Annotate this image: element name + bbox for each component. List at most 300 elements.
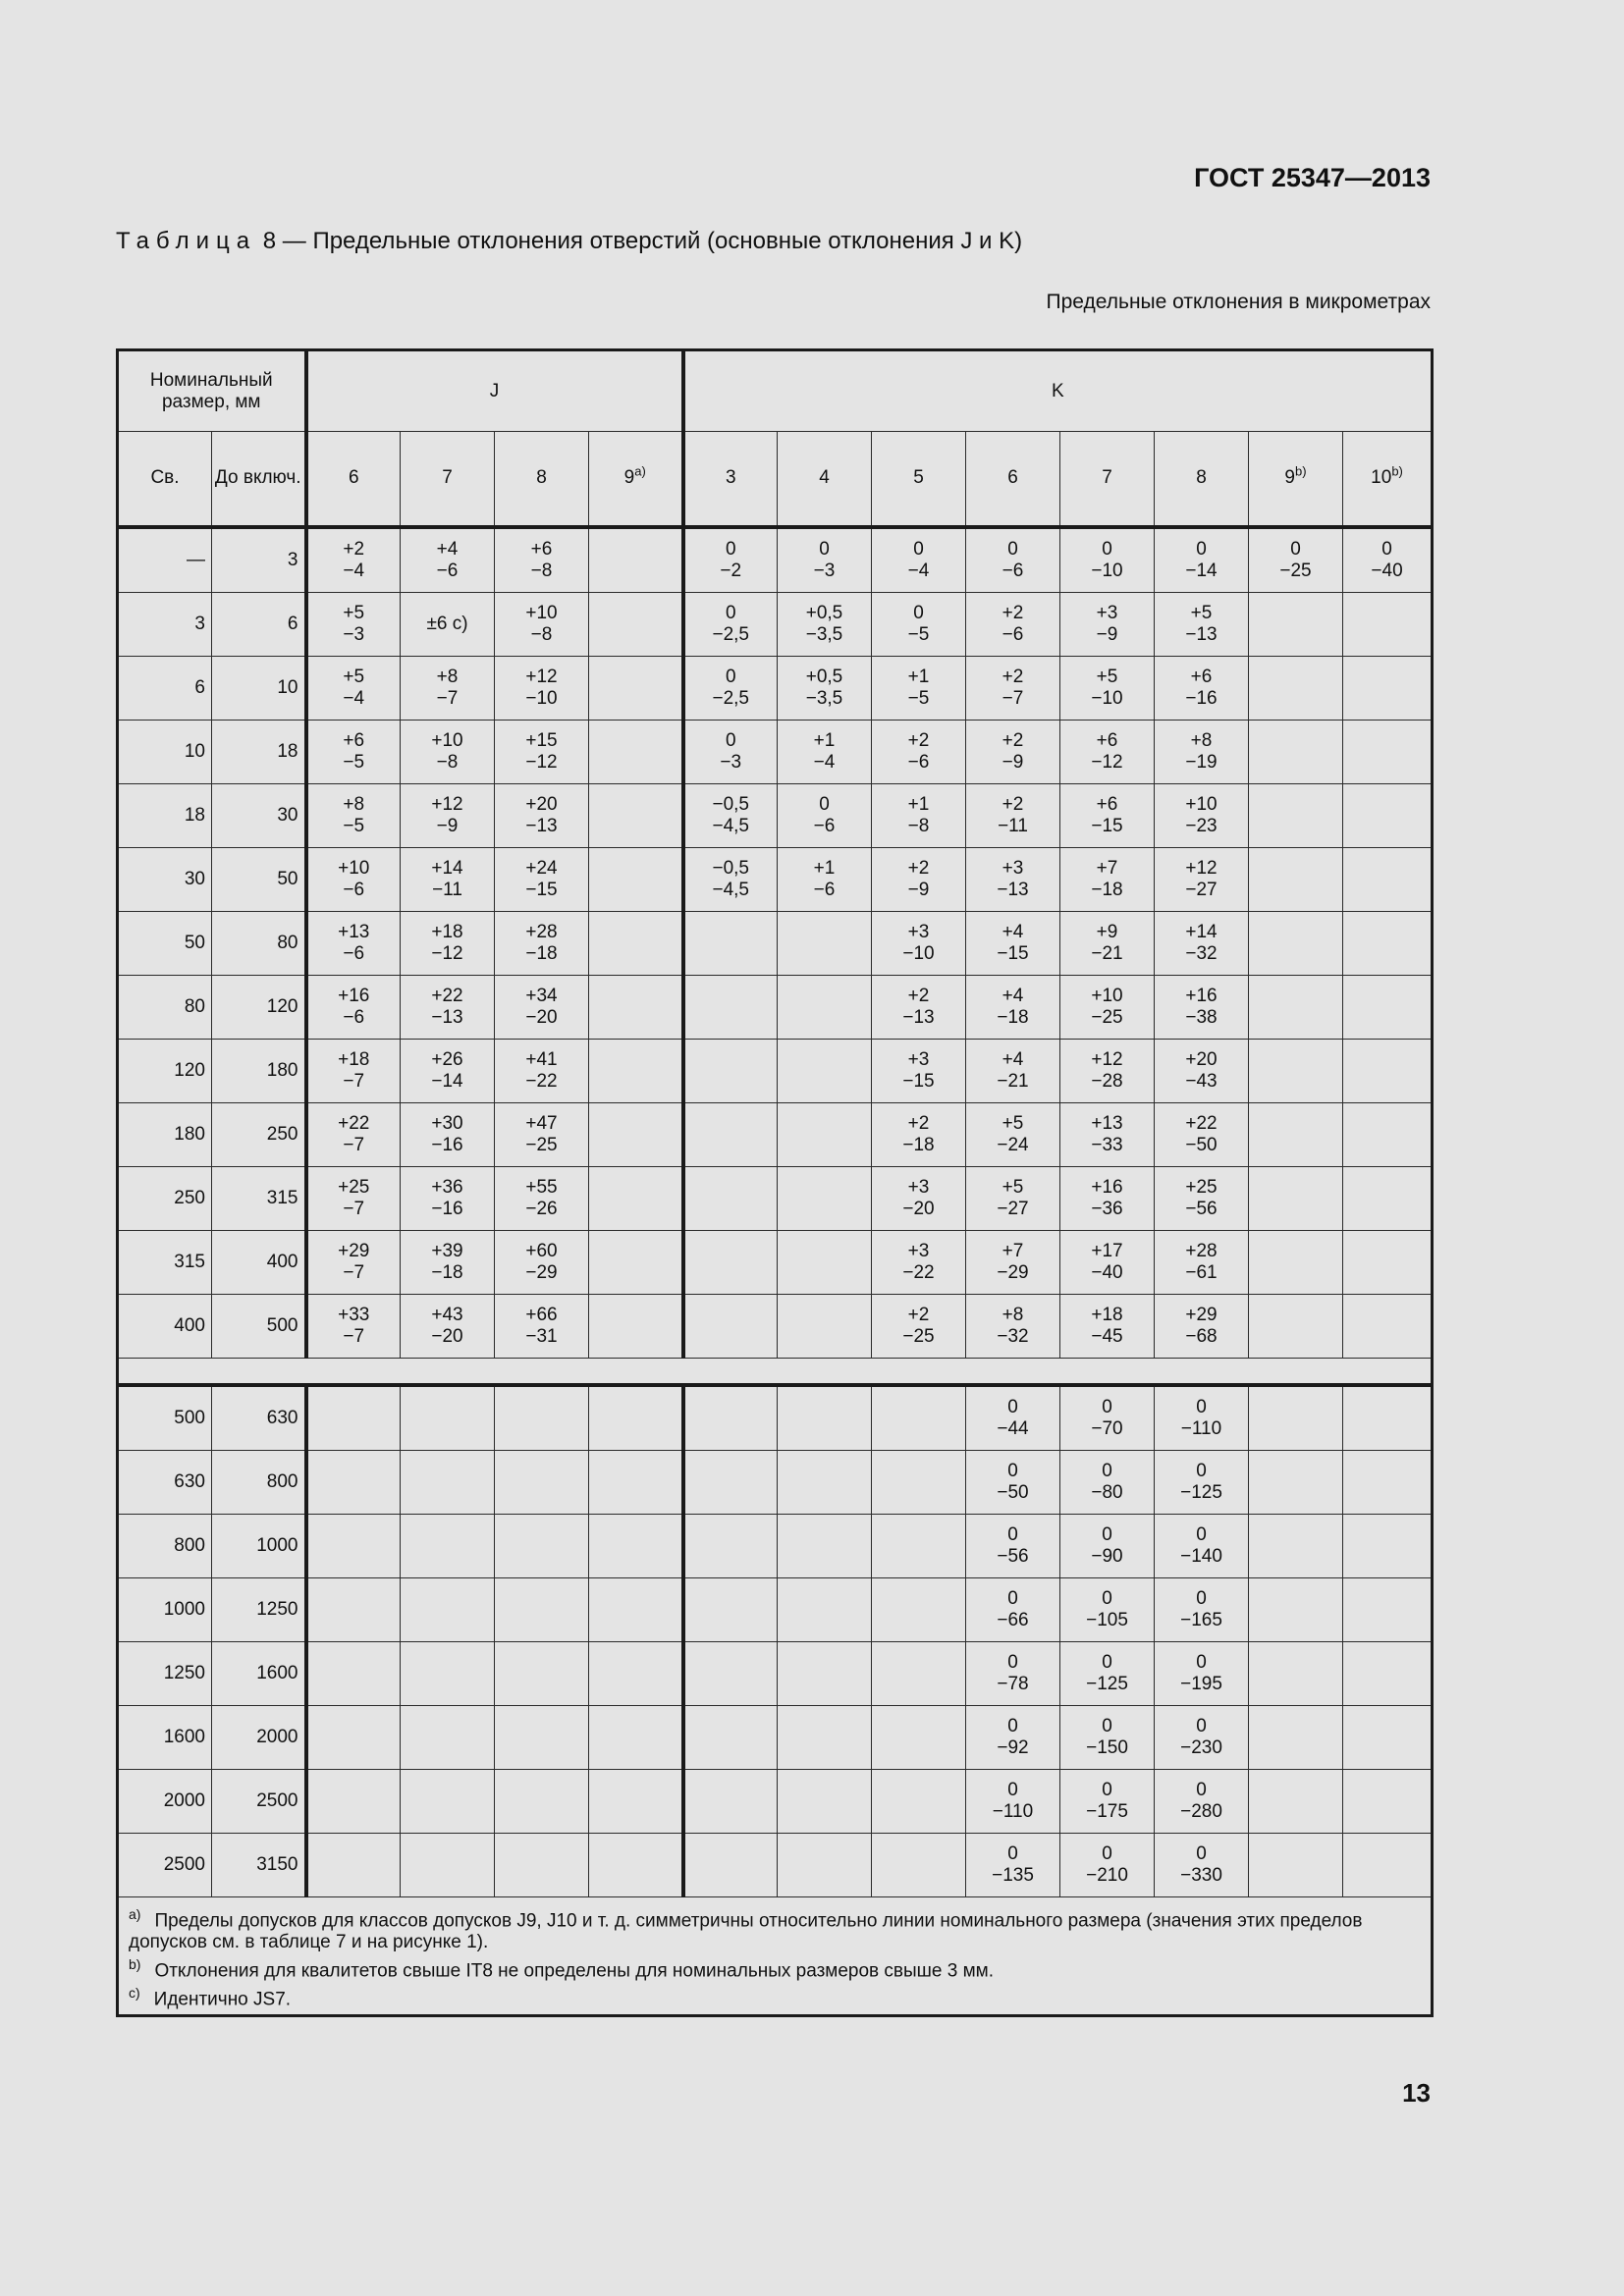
deviation-cell-k: 0 −125 [1155, 1450, 1249, 1514]
deviation-cell-j: +34 −20 [495, 975, 589, 1039]
grade-label: 5 [913, 467, 924, 489]
deviation-cell-k: +2 −6 [872, 720, 966, 783]
size-to-cell: 18 [212, 720, 306, 783]
empty-cell [1343, 1769, 1433, 1833]
deviation-cell-k: +3 −20 [872, 1166, 966, 1230]
deviation-cell-k: +8 −32 [966, 1294, 1060, 1358]
deviation-cell-j: +10 −8 [495, 592, 589, 656]
deviation-cell-k: 0 −66 [966, 1577, 1060, 1641]
deviation-cell-j: +8 −5 [306, 783, 401, 847]
deviation-cell-j: +16 −6 [306, 975, 401, 1039]
empty-cell [306, 1769, 401, 1833]
deviation-cell-k: +7 −29 [966, 1230, 1060, 1294]
empty-cell [589, 1705, 683, 1769]
table-row [118, 1385, 1433, 1451]
empty-cell [1343, 1450, 1433, 1514]
empty-cell [778, 1450, 872, 1514]
size-from-cell: 500 [118, 1385, 212, 1451]
document-code: ГОСТ 25347—2013 [1194, 163, 1431, 192]
size-from-cell: 2500 [118, 1833, 212, 1896]
empty-cell [683, 1833, 778, 1896]
deviation-cell-k: +5 −27 [966, 1166, 1060, 1230]
grade-header-k-3 [683, 432, 778, 527]
deviation-cell-k: +20 −43 [1155, 1039, 1249, 1102]
table-row [118, 1769, 1433, 1833]
deviation-cell-k [1249, 1166, 1343, 1230]
deviation-cell-k: 0 −2,5 [683, 592, 778, 656]
page-number: 13 [1402, 2078, 1431, 2108]
grade-label: 7 [442, 467, 453, 489]
size-from-cell: 800 [118, 1514, 212, 1577]
table-row [118, 1230, 1433, 1294]
deviation-cell-k: +22 −50 [1155, 1102, 1249, 1166]
empty-cell [1343, 1385, 1433, 1451]
deviation-cell-k: +14 −32 [1155, 911, 1249, 975]
deviation-cell-k [1343, 1102, 1433, 1166]
deviation-cell-k: 0 −70 [1060, 1385, 1155, 1451]
footnote-mark: c) [129, 1985, 140, 2002]
deviation-cell-j [589, 1039, 683, 1102]
deviation-cell-k: +2 −25 [872, 1294, 966, 1358]
deviation-cell-j [589, 911, 683, 975]
size-from-cell: 1250 [118, 1641, 212, 1705]
deviation-cell-j: +39 −18 [401, 1230, 495, 1294]
empty-cell [306, 1833, 401, 1896]
empty-cell [589, 1385, 683, 1451]
table-row [118, 1039, 1433, 1102]
deviation-cell-k: +2 −7 [966, 656, 1060, 720]
deviation-cell-k [1249, 1102, 1343, 1166]
deviation-cell-k [1249, 1294, 1343, 1358]
deviation-cell-j: +26 −14 [401, 1039, 495, 1102]
deviation-cell-j: +43 −20 [401, 1294, 495, 1358]
deviation-cell-k [1343, 1230, 1433, 1294]
empty-cell [401, 1577, 495, 1641]
size-to-cell: 3150 [212, 1833, 306, 1896]
grade-label: 8 [1196, 467, 1207, 489]
table-row [118, 592, 1433, 656]
deviation-cell-k: 0 −3 [683, 720, 778, 783]
deviation-cell-j [589, 592, 683, 656]
deviation-cell-k: +7 −18 [1060, 847, 1155, 911]
deviation-cell-k: +5 −24 [966, 1102, 1060, 1166]
size-header: Номинальный размер, мм [118, 350, 306, 432]
deviation-cell-k [778, 1166, 872, 1230]
deviation-cell-k: +5 −10 [1060, 656, 1155, 720]
empty-cell [589, 1769, 683, 1833]
grade-header-j-6 [306, 432, 401, 527]
size-from-cell: 3 [118, 592, 212, 656]
deviation-cell-k [1249, 783, 1343, 847]
deviation-cell-k [1343, 1294, 1433, 1358]
deviation-cell-j: +22 −13 [401, 975, 495, 1039]
empty-cell [1249, 1833, 1343, 1896]
empty-cell [401, 1705, 495, 1769]
empty-cell [401, 1641, 495, 1705]
deviation-cell-k: 0 −110 [1155, 1385, 1249, 1451]
deviation-cell-j: +5 −4 [306, 656, 401, 720]
empty-cell [495, 1833, 589, 1896]
empty-cell [589, 1514, 683, 1577]
table-row [118, 1577, 1433, 1641]
table-caption-title: 8 — Предельные отклонения отверстий (основные отклонения J и K) [256, 228, 1023, 254]
empty-cell [1343, 1514, 1433, 1577]
deviation-cell-j: +30 −16 [401, 1102, 495, 1166]
grade-footnote-ref: b) [1295, 463, 1307, 479]
deviation-cell-j: +5 −3 [306, 592, 401, 656]
footnote-text: Идентично JS7. [153, 1989, 292, 2010]
deviation-cell-j: +66 −31 [495, 1294, 589, 1358]
grade-header-k-6 [966, 432, 1060, 527]
grade-label: 7 [1102, 467, 1112, 489]
size-to-cell: 6 [212, 592, 306, 656]
size-to-cell: 250 [212, 1102, 306, 1166]
empty-cell [306, 1705, 401, 1769]
deviation-cell-k: +5 −13 [1155, 592, 1249, 656]
deviation-cell-k [1343, 847, 1433, 911]
table-row [118, 1833, 1433, 1896]
deviation-cell-j: ±6 c) [401, 592, 495, 656]
empty-cell [589, 1833, 683, 1896]
deviation-cell-j: +8 −7 [401, 656, 495, 720]
size-from-cell: 30 [118, 847, 212, 911]
grade-footnote-ref: b) [1391, 463, 1403, 479]
grade-header-j-8 [495, 432, 589, 527]
deviation-cell-k: 0 −78 [966, 1641, 1060, 1705]
table-row [118, 1166, 1433, 1230]
deviation-cell-j: +28 −18 [495, 911, 589, 975]
empty-cell [495, 1450, 589, 1514]
size-from-cell: 315 [118, 1230, 212, 1294]
deviation-cell-j: +20 −13 [495, 783, 589, 847]
size-to-cell: 50 [212, 847, 306, 911]
size-from-cell: 10 [118, 720, 212, 783]
deviation-cell-j [589, 847, 683, 911]
grade-header-k-7 [1060, 432, 1155, 527]
empty-cell [401, 1514, 495, 1577]
empty-cell [589, 1641, 683, 1705]
deviation-cell-k: +3 −15 [872, 1039, 966, 1102]
deviation-cell-k: +9 −21 [1060, 911, 1155, 975]
footnote-mark: a) [129, 1905, 141, 1922]
deviation-cell-k: +8 −19 [1155, 720, 1249, 783]
deviation-cell-k [683, 1230, 778, 1294]
deviation-cell-k: +16 −38 [1155, 975, 1249, 1039]
size-to-cell: 1600 [212, 1641, 306, 1705]
units-note: Предельные отклонения в микрометрах [1046, 291, 1431, 313]
deviation-cell-j [589, 975, 683, 1039]
empty-cell [683, 1705, 778, 1769]
grade-header-k-5 [872, 432, 966, 527]
size-to-cell: 3 [212, 527, 306, 593]
deviation-cell-j: +12 −9 [401, 783, 495, 847]
deviation-cell-j [589, 720, 683, 783]
empty-cell [1343, 1705, 1433, 1769]
deviation-cell-k: −0,5 −4,5 [683, 783, 778, 847]
deviation-cell-k: +2 −18 [872, 1102, 966, 1166]
deviation-cell-j [589, 1230, 683, 1294]
deviation-cell-k: +13 −33 [1060, 1102, 1155, 1166]
deviation-cell-k: +2 −9 [966, 720, 1060, 783]
deviation-cell-k: +3 −9 [1060, 592, 1155, 656]
grade-footnote-ref: a) [634, 463, 646, 479]
grade-label: 6 [1007, 467, 1018, 489]
deviation-cell-k [1249, 975, 1343, 1039]
footnote [129, 1903, 1421, 1953]
size-from-cell: 6 [118, 656, 212, 720]
deviation-cell-k: +6 −12 [1060, 720, 1155, 783]
footnote-text: Отклонения для квалитетов свыше IT8 не определены для номинальных размеров свыше 3 мм. [154, 1960, 994, 1982]
footnote-text: Пределы допусков для классов допусков J9, J10 и т. д. симметричны относительно линии номинального размера (значения этих пределов допусков см. в таблице 7 и на рисунке 1). [129, 1909, 1363, 1952]
deviation-cell-k [1343, 783, 1433, 847]
size-from-cell: — [118, 527, 212, 593]
size-to-cell: 30 [212, 783, 306, 847]
grade-header-j-9 [589, 432, 683, 527]
deviation-cell-k: 0 −165 [1155, 1577, 1249, 1641]
empty-cell [778, 1833, 872, 1896]
empty-cell [778, 1769, 872, 1833]
deviation-cell-k: 0 −125 [1060, 1641, 1155, 1705]
empty-cell [495, 1577, 589, 1641]
empty-cell [589, 1450, 683, 1514]
footnote [129, 1982, 1421, 2010]
size-from-cell: 2000 [118, 1769, 212, 1833]
grade-label: 9 [623, 467, 635, 489]
deviation-cell-j [589, 527, 683, 593]
deviation-cell-k [778, 1294, 872, 1358]
deviation-cell-k [778, 1230, 872, 1294]
empty-cell [1343, 1641, 1433, 1705]
deviation-cell-k: 0 −140 [1155, 1514, 1249, 1577]
deviation-cell-j: +13 −6 [306, 911, 401, 975]
deviation-cell-k: 0 −105 [1060, 1577, 1155, 1641]
grade-header-k-10 [1343, 432, 1433, 527]
deviation-cell-k: 0 −44 [966, 1385, 1060, 1451]
deviation-cell-k: +18 −45 [1060, 1294, 1155, 1358]
deviation-cell-k [1249, 592, 1343, 656]
deviation-cell-k [683, 1166, 778, 1230]
empty-cell [683, 1769, 778, 1833]
empty-cell [1343, 1577, 1433, 1641]
table-row [118, 847, 1433, 911]
deviation-cell-k: +1 −8 [872, 783, 966, 847]
empty-cell [1249, 1514, 1343, 1577]
deviation-cell-j: +41 −22 [495, 1039, 589, 1102]
deviation-cell-k: 0 −135 [966, 1833, 1060, 1896]
deviation-cell-k: 0 −14 [1155, 527, 1249, 593]
empty-cell [1343, 1833, 1433, 1896]
size-to-cell: 630 [212, 1385, 306, 1451]
deviation-cell-k: +1 −6 [778, 847, 872, 911]
empty-cell [872, 1641, 966, 1705]
from-header: Св. [118, 432, 212, 527]
table-row [118, 656, 1433, 720]
deviation-cell-k [778, 1102, 872, 1166]
group-j-header: J [306, 350, 683, 432]
empty-cell [495, 1705, 589, 1769]
deviation-cell-j: +18 −12 [401, 911, 495, 975]
deviation-cell-j: +6 −8 [495, 527, 589, 593]
empty-cell [306, 1450, 401, 1514]
empty-cell [778, 1641, 872, 1705]
table-row [118, 911, 1433, 975]
grade-header-k-8 [1155, 432, 1249, 527]
deviation-cell-j: +55 −26 [495, 1166, 589, 1230]
empty-cell [401, 1450, 495, 1514]
deviation-cell-k: +16 −36 [1060, 1166, 1155, 1230]
deviation-cell-j [589, 1166, 683, 1230]
deviation-cell-k: +3 −22 [872, 1230, 966, 1294]
deviation-cell-k: 0 −50 [966, 1450, 1060, 1514]
grade-label: 3 [725, 467, 736, 489]
deviation-cell-j [589, 656, 683, 720]
table-row [118, 1294, 1433, 1358]
empty-cell [872, 1833, 966, 1896]
deviation-cell-k: 0 −3 [778, 527, 872, 593]
deviation-cell-k: 0 −10 [1060, 527, 1155, 593]
deviation-cell-j: +6 −5 [306, 720, 401, 783]
empty-cell [683, 1577, 778, 1641]
footnote [129, 1953, 1421, 1982]
empty-cell [778, 1705, 872, 1769]
empty-cell [1249, 1641, 1343, 1705]
table-row [118, 783, 1433, 847]
deviation-cell-k: +4 −15 [966, 911, 1060, 975]
grade-label: 4 [819, 467, 830, 489]
empty-cell [778, 1577, 872, 1641]
size-from-cell: 1000 [118, 1577, 212, 1641]
table-caption-label: Таблица [116, 228, 257, 254]
deviation-cell-k [1343, 592, 1433, 656]
deviation-cell-j: +14 −11 [401, 847, 495, 911]
deviation-cell-k: +10 −25 [1060, 975, 1155, 1039]
deviation-cell-k: +25 −56 [1155, 1166, 1249, 1230]
deviation-cell-j: +15 −12 [495, 720, 589, 783]
size-from-cell: 50 [118, 911, 212, 975]
deviation-cell-k [778, 911, 872, 975]
deviation-cell-k: 0 −25 [1249, 527, 1343, 593]
size-to-cell: 800 [212, 1450, 306, 1514]
deviation-cell-k: +6 −16 [1155, 656, 1249, 720]
deviation-cell-k: 0 −56 [966, 1514, 1060, 1577]
deviation-cell-k: −0,5 −4,5 [683, 847, 778, 911]
footnotes [118, 1896, 1433, 2016]
deviation-cell-j: +24 −15 [495, 847, 589, 911]
deviation-cell-k: 0 −110 [966, 1769, 1060, 1833]
deviation-cell-k: 0 −280 [1155, 1769, 1249, 1833]
deviation-cell-k: +2 −11 [966, 783, 1060, 847]
deviation-cell-k [1343, 1166, 1433, 1230]
empty-cell [306, 1514, 401, 1577]
deviation-cell-k: 0 −6 [778, 783, 872, 847]
grade-label: 10 [1371, 467, 1392, 489]
empty-cell [872, 1705, 966, 1769]
empty-cell [683, 1514, 778, 1577]
deviation-cell-k: 0 −5 [872, 592, 966, 656]
deviation-cell-k: 0 −6 [966, 527, 1060, 593]
grade-label: 8 [536, 467, 547, 489]
deviation-cell-k: +6 −15 [1060, 783, 1155, 847]
deviation-cell-k: +1 −5 [872, 656, 966, 720]
empty-cell [401, 1769, 495, 1833]
empty-cell [778, 1514, 872, 1577]
grade-label: 6 [348, 467, 359, 489]
deviation-cell-k [683, 1102, 778, 1166]
deviation-cell-j: +25 −7 [306, 1166, 401, 1230]
size-from-cell: 1600 [118, 1705, 212, 1769]
empty-cell [306, 1385, 401, 1451]
size-from-cell: 120 [118, 1039, 212, 1102]
empty-cell [778, 1385, 872, 1451]
deviation-cell-k [1343, 720, 1433, 783]
deviation-cell-j: +29 −7 [306, 1230, 401, 1294]
deviation-cell-k: 0 −175 [1060, 1769, 1155, 1833]
deviation-cell-j: +36 −16 [401, 1166, 495, 1230]
deviation-cell-k [1343, 656, 1433, 720]
size-to-cell: 80 [212, 911, 306, 975]
empty-cell [495, 1769, 589, 1833]
deviation-cell-k: +1 −4 [778, 720, 872, 783]
deviation-cell-k: +2 −6 [966, 592, 1060, 656]
deviation-cell-k: +28 −61 [1155, 1230, 1249, 1294]
deviation-cell-j: +10 −8 [401, 720, 495, 783]
empty-cell [683, 1641, 778, 1705]
table-caption [116, 228, 1022, 255]
deviation-table [116, 348, 1434, 2017]
empty-cell [872, 1385, 966, 1451]
size-to-cell: 2000 [212, 1705, 306, 1769]
table-row [118, 1102, 1433, 1166]
deviation-cell-k: 0 −4 [872, 527, 966, 593]
deviation-cell-k [1343, 911, 1433, 975]
grade-label: 9 [1284, 467, 1295, 489]
size-to-cell: 180 [212, 1039, 306, 1102]
deviation-cell-k: +2 −13 [872, 975, 966, 1039]
deviation-cell-j [589, 783, 683, 847]
deviation-cell-k: +4 −21 [966, 1039, 1060, 1102]
size-to-cell: 2500 [212, 1769, 306, 1833]
deviation-cell-k: 0 −230 [1155, 1705, 1249, 1769]
deviation-cell-k [1343, 1039, 1433, 1102]
grade-header-j-7 [401, 432, 495, 527]
deviation-cell-k [1249, 720, 1343, 783]
deviation-cell-k [683, 1039, 778, 1102]
deviation-cell-k [1249, 911, 1343, 975]
deviation-cell-k: 0 −80 [1060, 1450, 1155, 1514]
size-from-cell: 18 [118, 783, 212, 847]
deviation-cell-j: +10 −6 [306, 847, 401, 911]
size-to-cell: 1000 [212, 1514, 306, 1577]
deviation-cell-j: +33 −7 [306, 1294, 401, 1358]
deviation-cell-k [1249, 1039, 1343, 1102]
deviation-cell-k: +2 −9 [872, 847, 966, 911]
empty-cell [872, 1577, 966, 1641]
deviation-cell-k: 0 −92 [966, 1705, 1060, 1769]
empty-cell [401, 1385, 495, 1451]
size-to-cell: 10 [212, 656, 306, 720]
size-from-cell: 400 [118, 1294, 212, 1358]
size-to-cell: 500 [212, 1294, 306, 1358]
empty-cell [401, 1833, 495, 1896]
empty-cell [1249, 1705, 1343, 1769]
empty-cell [872, 1769, 966, 1833]
deviation-cell-k: +0,5 −3,5 [778, 656, 872, 720]
deviation-cell-k [778, 1039, 872, 1102]
deviation-cell-k [778, 975, 872, 1039]
deviation-cell-k: +17 −40 [1060, 1230, 1155, 1294]
deviation-cell-k: +3 −10 [872, 911, 966, 975]
deviation-cell-k: 0 −195 [1155, 1641, 1249, 1705]
